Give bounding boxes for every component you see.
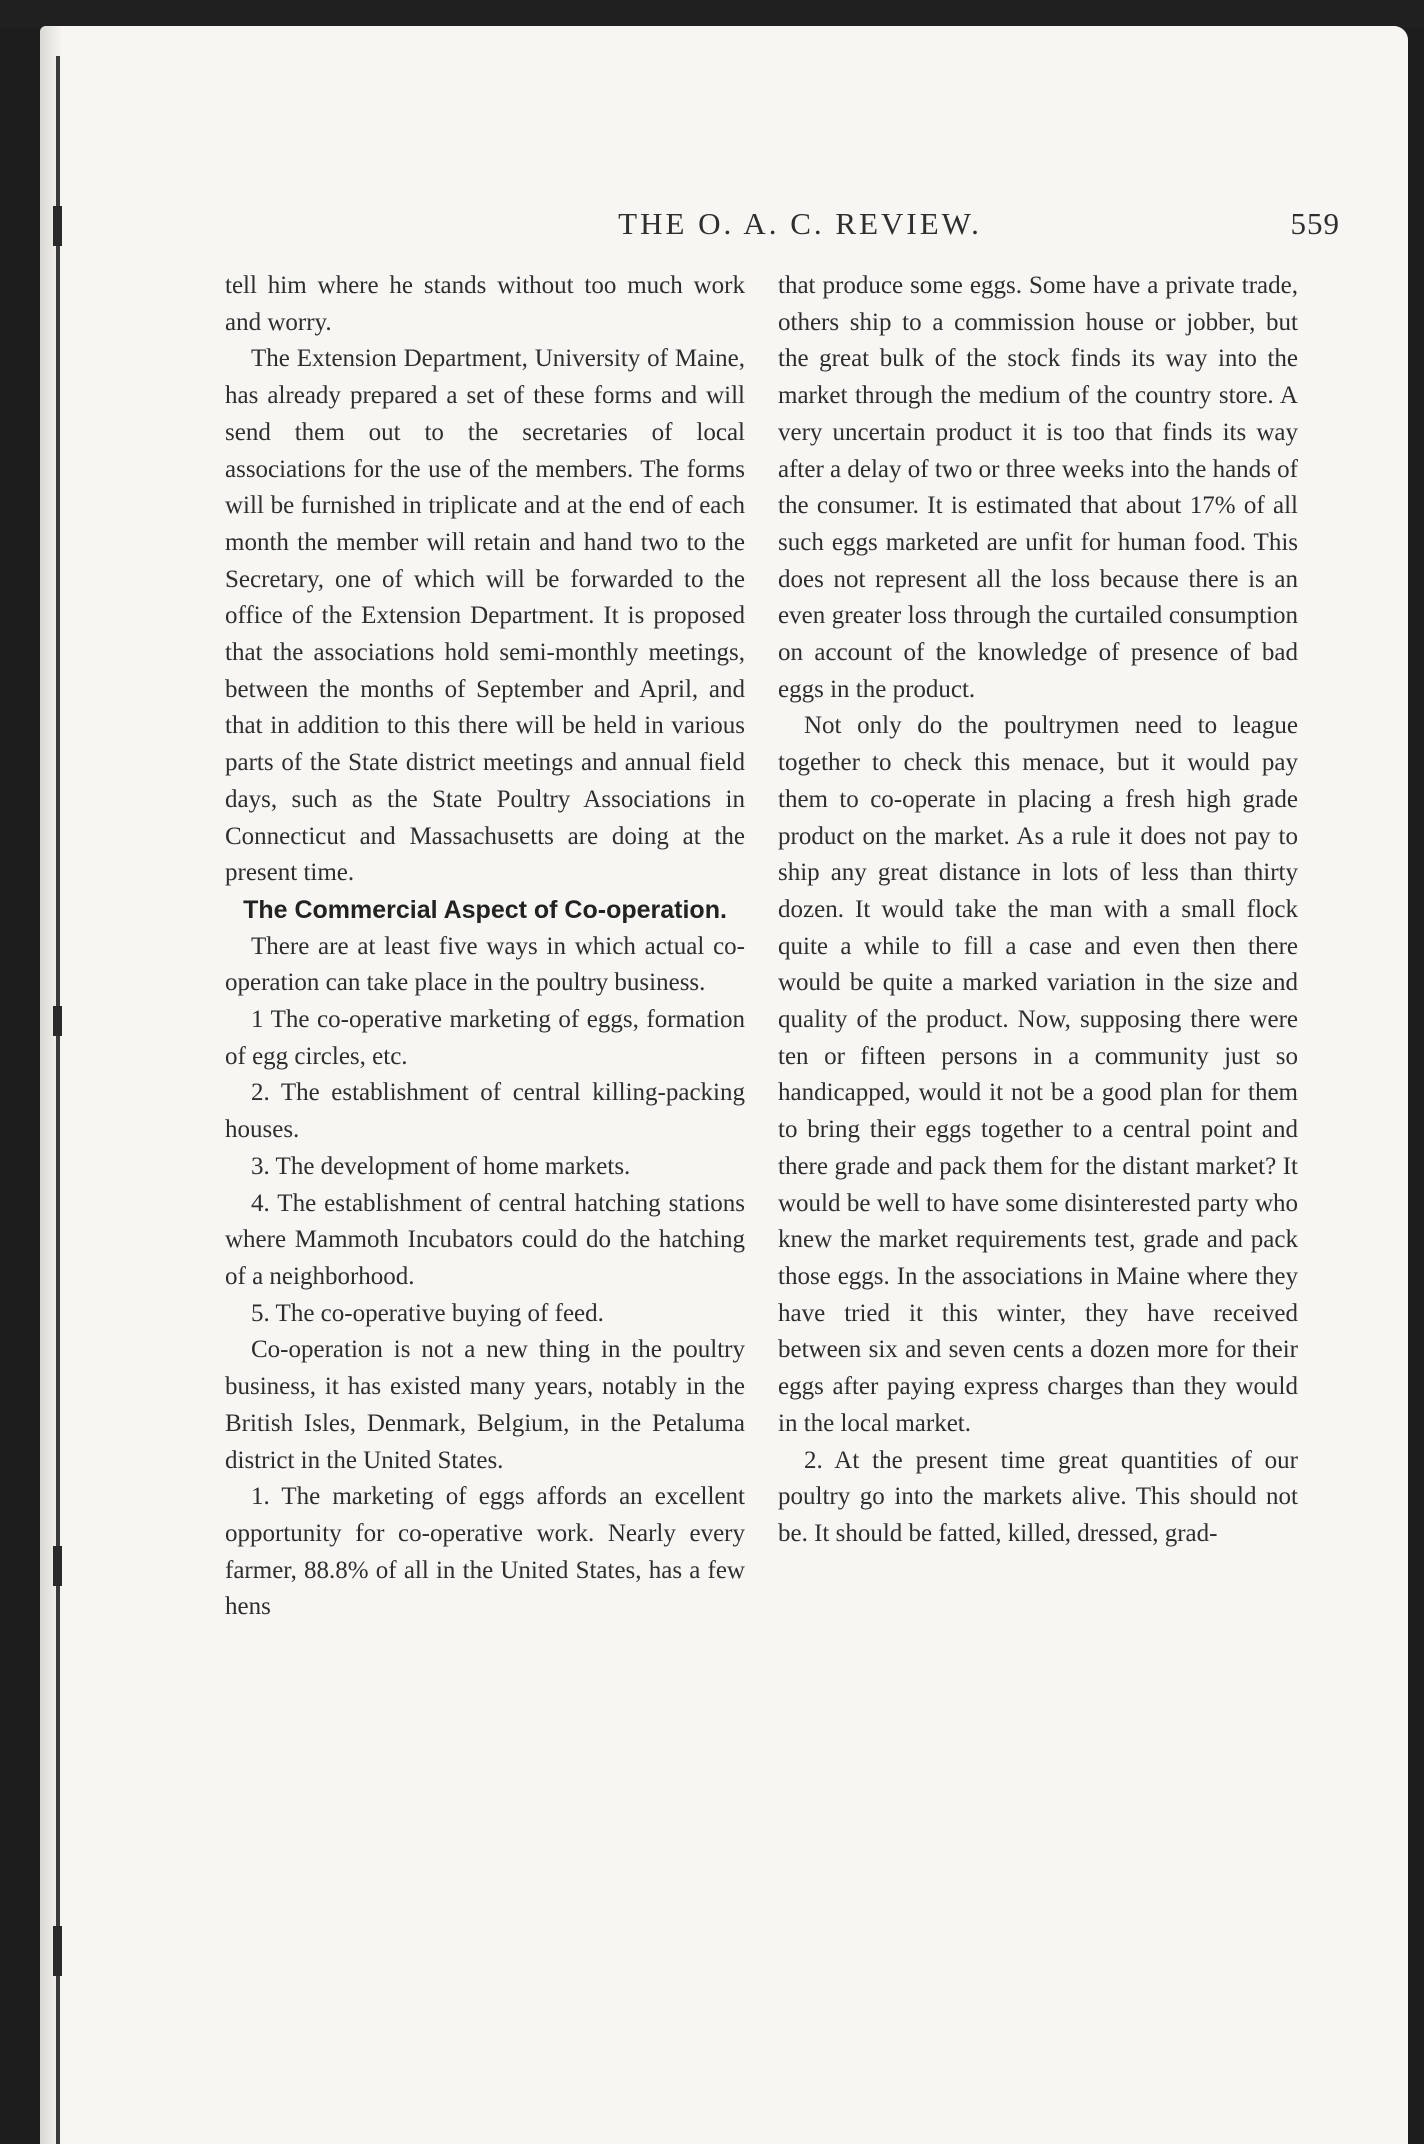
left-column [225,268,745,1626]
paragraph: 2. At the present time great quantities of our poultry go into the markets alive. This should not be. It should be fatted, killed, dressed, grad- [778,1446,1298,1547]
paragraph: There are at least five ways in which actual co-operation can take place in the poultry business. [225,932,745,997]
paragraph: Not only do the poultrymen need to league together to check this menace, but it would pay them to co-operate in placing a fresh high grade product on the market. As a rule it does not pay to ship any great distance in lots of less than thirty dozen. It would take the man with a small flock quite a while to fill a case and even then there would be quite a marked variation in the size and quality of the product. Now, supposing there were ten or fifteen persons in a community just so handicapped, would it not be a good plan for them to bring their eggs together to a central point and there grade and pack them for the distant market? It would be well to have some disinterested party who knew the market requirements test, grade and pack those eggs. In the associations in Maine where they have tried it this winter, they have received between six and seven cents a dozen more for their eggs after paying express charges than they would in the local market. [778,712,1298,1437]
binding-mark [53,1926,62,1976]
section-heading: The Commercial Aspect of Co-operation. [243,895,727,924]
paragraph: Co-operation is not a new thing in the poultry business, it has existed many years, notably in the British Isles, Denmark, Belgium, in the Petaluma district in the United States. [225,1336,745,1474]
paragraph: that produce some eggs. Some have a private trade, others ship to a commission house or jobber, but the great bulk of the stock finds its way into the market through the medium of the country store. A very uncertain product it is too that finds its way after a delay of two or three weeks into the hands of the consumer. It is estimated that about 17% of all such eggs marketed are unfit for human food. This does not represent all the loss because there is an even greater loss through the curtailed consumption on account of the knowledge of presence of bad eggs in the product. [778,272,1298,703]
book-page [40,26,1408,2144]
list-item: 4. The establishment of central hatching stations where Mammoth Incubators could do the hatching of a neighborhood. [225,1189,745,1290]
binding-edge [56,56,60,2144]
binding-mark [53,1006,62,1036]
scan-top-border [0,0,1424,28]
page-number: 559 [1290,206,1340,241]
list-item: 3. The development of home markets. [251,1152,631,1180]
binding-mark [53,206,62,246]
right-column [778,268,1298,1553]
binding-mark [53,1546,62,1586]
paragraph: 1. The marketing of eggs affords an excellent opportunity for co-operative work. Nearly every farmer, 88.8% of all in the United States, has a few hens [225,1483,745,1621]
running-title: THE O. A. C. REVIEW. [618,206,982,241]
list-item: 2. The establishment of central killing-packing houses. [225,1079,745,1144]
paragraph: The Extension Department, University of Maine, has already prepared a set of these forms and will send them out to the secretaries of local associations for the use of the members. The forms will be furnished in triplicate and at the end of each month the member will retain and hand two to the Secretary, one of which will be forwarded to the office of the Extension Department. It is proposed that the associations hold semi-monthly meetings, between the months of September and April, and that in addition to this there will be held in various parts of the State district meetings and annual field days, such as the State Poultry Associations in Connecticut and Massachusetts are doing at the present time. [225,345,745,887]
paragraph: tell him where he stands without too much work and worry. [225,272,745,336]
page-header [260,206,1340,250]
list-item: 5. The co-operative buying of feed. [251,1299,604,1327]
list-item: 1 The co-operative marketing of eggs, formation of egg circles, etc. [225,1006,745,1070]
